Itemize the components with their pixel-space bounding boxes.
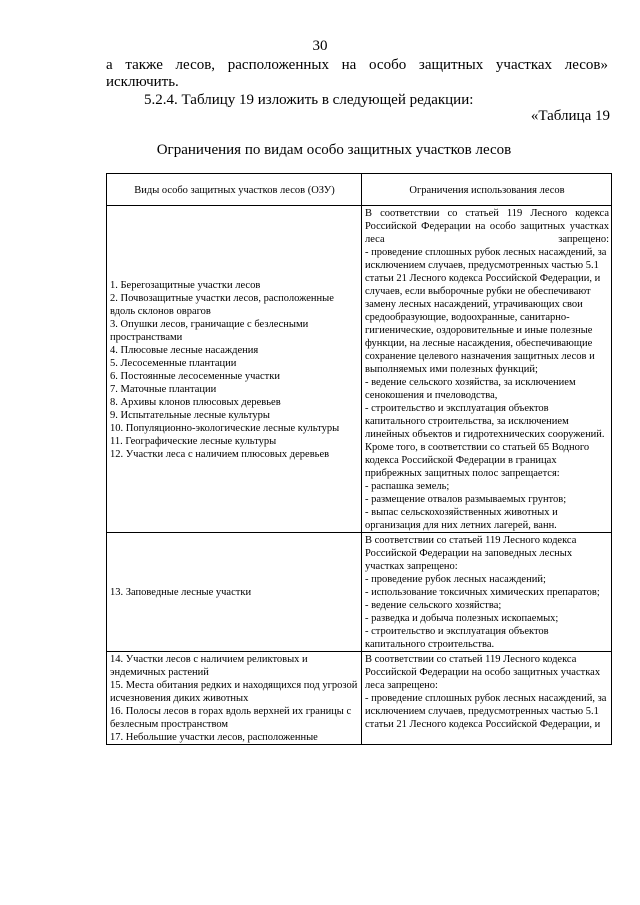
- restriction-text: В соответствии со статьей 119 Лесного кодекса Российской Федерации на заповедных лесных участках запрещено:: [365, 535, 577, 572]
- list-item: 15. Места обитания редких и находящихся под угрозой исчезновения диких животных: [110, 680, 358, 704]
- table-caption: Ограничения по видам особо защитных участков лесов: [156, 142, 512, 158]
- list-item: 14. Участки лесов с наличием реликтовых и эндемичных растений: [110, 654, 308, 678]
- list-item: 4. Плюсовые лесные насаждения: [110, 344, 259, 356]
- restriction-text: В соответствии со статьей 119 Лесного кодекса Российской Федерации на особо защитных участках леса запрещено:: [365, 208, 609, 245]
- restriction-text: - использование токсичных химических препаратов;: [365, 587, 600, 598]
- header-restrictions: Ограничения использования лесов: [362, 174, 612, 206]
- intro-text: [106, 57, 608, 91]
- ozu-types-cell: [107, 206, 362, 533]
- restriction-text: - проведение рубок лесных насаждений;: [365, 574, 546, 585]
- restriction-text: - проведение сплошных рубок лесных насаждений, за исключением случаев, предусмотренных частью 5.1 статьи 21 Лесного кодекса Российской Федерации, и случаев, если выборочные рубки не обеспечивают замену лесных насаждений, утрачивающих свои средообразующие, водоохранные, санитарно-гигиенические, оздоровительные и иные полезные функции, на лесные насаждения, обеспечивающие сохранение целевого назначения защитных лесов и выполняемых ими полезных функций;: [365, 247, 607, 375]
- list-item: 8. Архивы клонов плюсовых деревьев: [110, 396, 281, 408]
- table-row: [107, 652, 612, 745]
- restriction-text: - распашка земель;: [365, 481, 450, 492]
- table-row: [107, 206, 612, 533]
- table-label: «Таблица 19: [530, 108, 610, 124]
- table-header-row: [107, 174, 612, 206]
- restriction-text: - строительство и эксплуатация объектов капитального строительства.: [365, 626, 549, 650]
- restriction-text: Кроме того, в соответствии со статьей 65 Водного кодекса Российской Федерации в границах прибрежных защитных полос запрещается:: [365, 442, 590, 479]
- restriction-text: В соответствии со статьей 119 Лесного кодекса Российской Федерации на особо защитных участках леса запрещено:: [365, 654, 601, 691]
- list-item: 3. Опушки лесов, граничащие с безлесными пространствами: [110, 318, 309, 343]
- page-number: 30: [312, 38, 328, 54]
- intro-line-1: а также лесов, расположенных на особо защитных участках лесов»: [106, 57, 608, 73]
- restrictions-cell: [362, 652, 612, 745]
- list-item: 10. Популяционно-экологические лесные культуры: [110, 422, 340, 434]
- intro-line-2: исключить.: [106, 74, 179, 90]
- list-item: 5. Лесосеменные плантации: [110, 357, 237, 369]
- ozu-types-cell: [107, 652, 362, 745]
- restrictions-cell: [362, 533, 612, 652]
- list-item: 7. Маточные плантации: [110, 383, 217, 395]
- restriction-text: - проведение сплошных рубок лесных насаждений, за исключением случаев, предусмотренных частью 5.1 статьи 21 Лесного кодекса Российской Федерации, и: [365, 693, 607, 730]
- restrictions-cell: [362, 206, 612, 533]
- restriction-text: - размещение отвалов размываемых грунтов;: [365, 494, 567, 505]
- ozu-types-cell: [107, 533, 362, 652]
- restrictions-table: [106, 173, 612, 745]
- paragraph-5-2-4: 5.2.4. Таблицу 19 изложить в следующей редакции:: [144, 92, 474, 108]
- list-item: 6. Постоянные лесосеменные участки: [110, 370, 280, 382]
- list-item: 13. Заповедные лесные участки: [110, 587, 252, 598]
- list-item: 2. Почвозащитные участки лесов, расположенные вдоль склонов оврагов: [110, 292, 334, 317]
- restriction-text: - выпас сельскохозяйственных животных и организация для них летних лагерей, ванн.: [365, 507, 558, 531]
- restriction-text: - строительство и эксплуатация объектов капитального строительства, за исключением линейных объектов и гидротехнических сооружений.: [365, 403, 605, 440]
- list-item: 9. Испытательные лесные культуры: [110, 409, 270, 421]
- list-item: 16. Полосы лесов в горах вдоль верхней их границы с безлесным пространством: [110, 706, 352, 730]
- header-ozu-types: Виды особо защитных участков лесов (ОЗУ): [107, 174, 362, 206]
- list-item: 1. Берегозащитные участки лесов: [110, 279, 261, 291]
- restriction-text: - разведка и добыча полезных ископаемых;: [365, 613, 559, 624]
- table-row: [107, 533, 612, 652]
- restriction-text: - ведение сельского хозяйства;: [365, 600, 502, 611]
- list-item: 12. Участки леса с наличием плюсовых деревьев: [110, 448, 330, 460]
- list-item: 17. Небольшие участки лесов, расположенные: [110, 732, 318, 743]
- list-item: 11. Географические лесные культуры: [110, 435, 277, 447]
- restriction-text: - ведение сельского хозяйства, за исключением сенокошения и пчеловодства,: [365, 377, 576, 401]
